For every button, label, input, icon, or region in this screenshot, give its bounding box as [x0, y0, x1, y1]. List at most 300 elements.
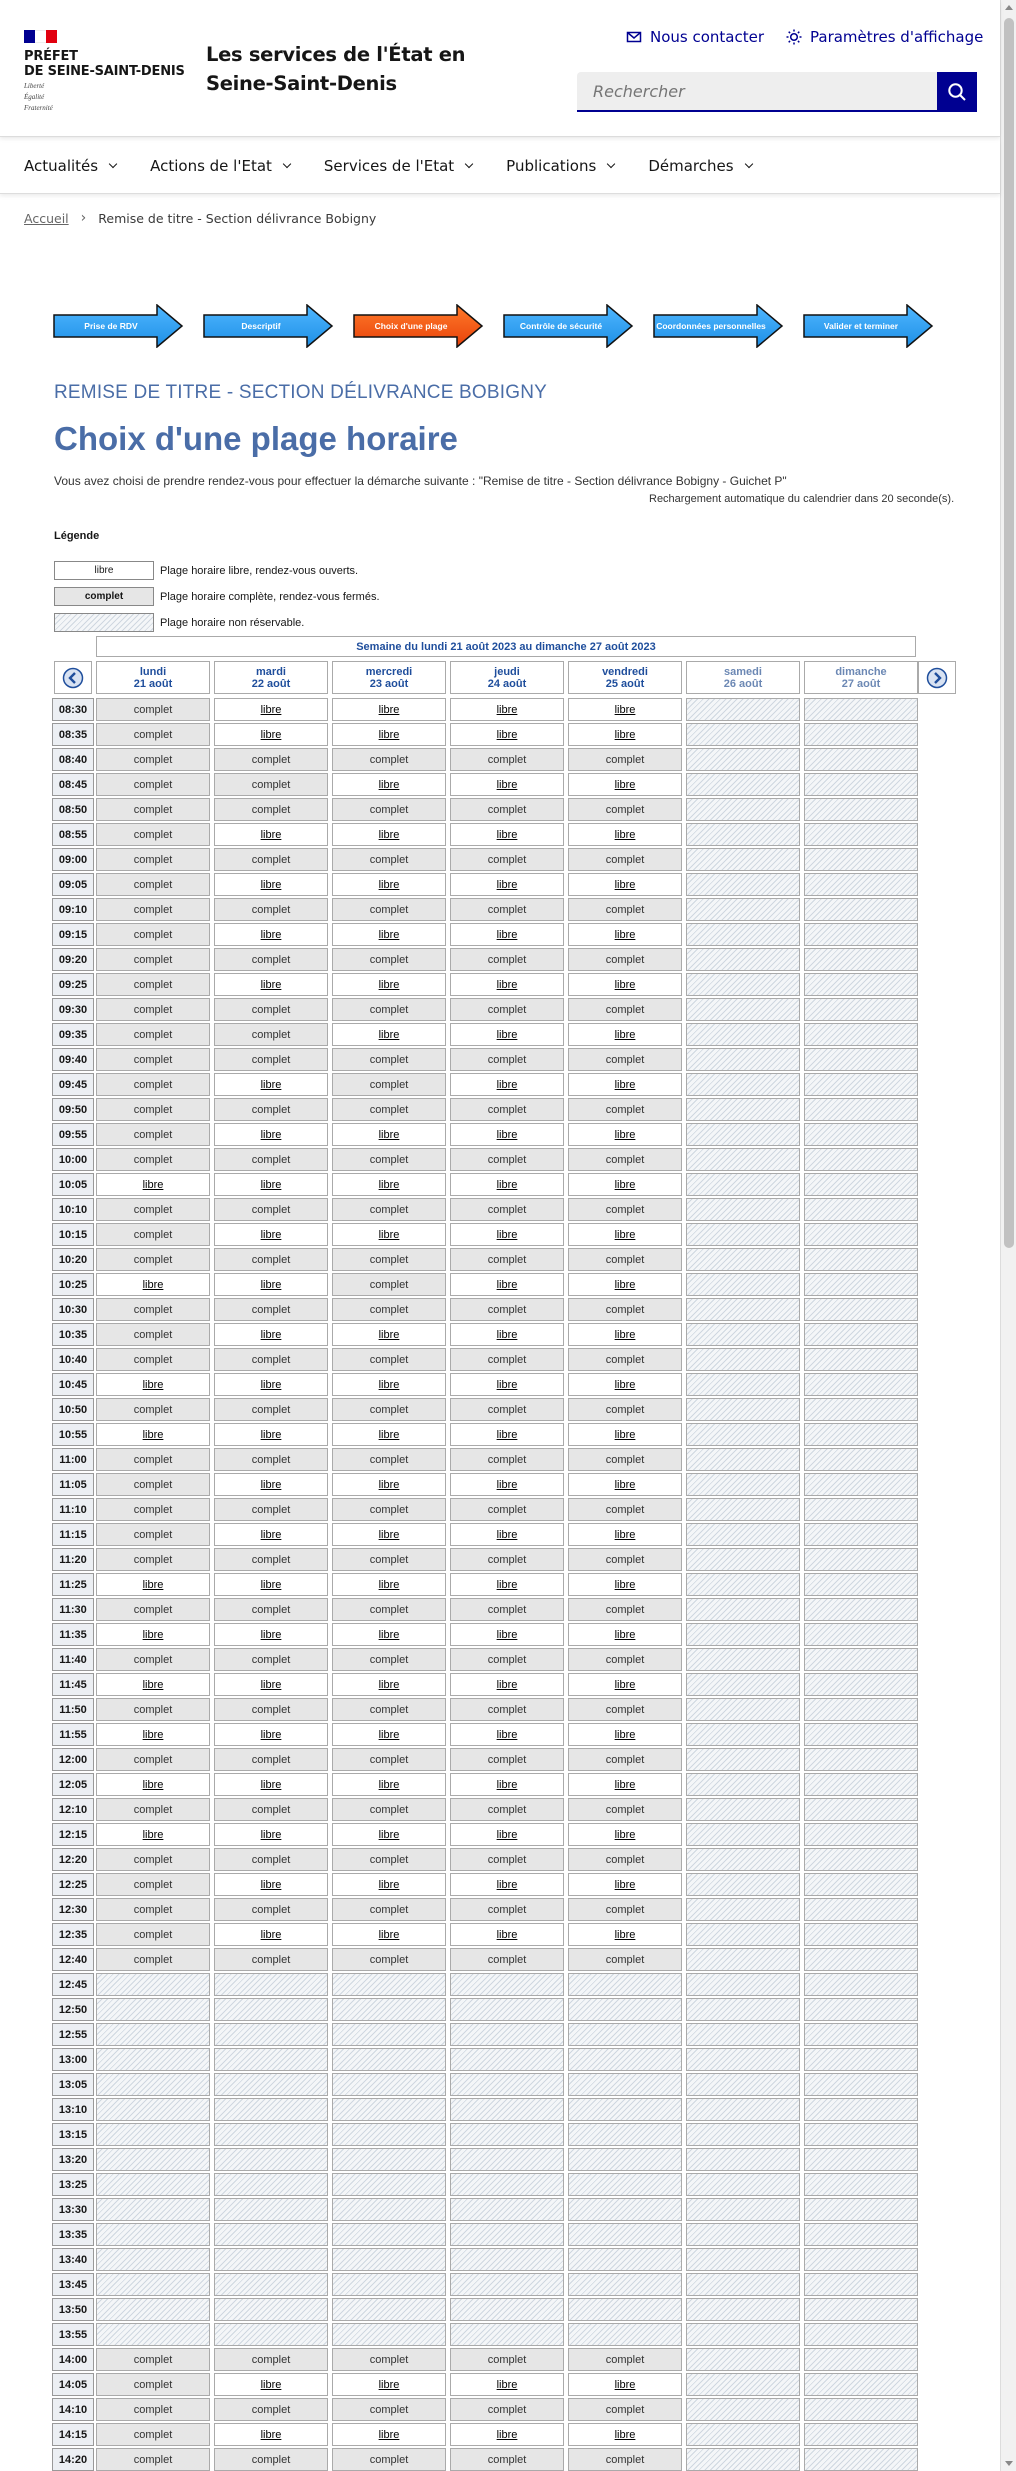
slot-free[interactable] — [214, 1723, 328, 1746]
slot-free[interactable] — [450, 1823, 564, 1846]
slot-free-link[interactable]: libre — [260, 878, 282, 891]
slot-free[interactable] — [214, 1123, 328, 1146]
slot-free-link[interactable]: libre — [496, 1178, 518, 1191]
slot-free[interactable] — [568, 973, 682, 996]
slot-free-link[interactable]: libre — [378, 1128, 400, 1141]
slot-free[interactable] — [568, 1123, 682, 1146]
slot-free-link[interactable]: libre — [614, 2428, 636, 2441]
slot-free-link[interactable]: libre — [614, 1828, 636, 1841]
slot-free-link[interactable]: libre — [614, 928, 636, 941]
slot-free-link[interactable]: libre — [614, 1928, 636, 1941]
slot-unavailable — [804, 873, 918, 896]
slot-free-link[interactable]: libre — [378, 1878, 400, 1891]
nav-actualites[interactable] — [24, 138, 116, 193]
slot-free-link[interactable]: libre — [496, 878, 518, 891]
time-label: 14:05 — [52, 2373, 94, 2396]
slot-free[interactable] — [568, 1423, 682, 1446]
slot-free-link[interactable]: libre — [614, 1428, 636, 1441]
slot-free-link[interactable]: libre — [496, 703, 518, 716]
slot-free[interactable] — [568, 1923, 682, 1946]
slot-free[interactable] — [96, 1273, 210, 1296]
scrollbar-thumb[interactable] — [1004, 18, 1014, 1248]
slot-free[interactable] — [450, 1123, 564, 1146]
slot-free[interactable] — [450, 1073, 564, 1096]
slot-free-link[interactable]: libre — [496, 1628, 518, 1641]
slot-free[interactable] — [568, 1873, 682, 1896]
slot-free-link[interactable]: libre — [496, 928, 518, 941]
slot-unavailable — [804, 1973, 918, 1996]
slot-free[interactable] — [568, 1623, 682, 1646]
slot-free[interactable] — [332, 1523, 446, 1546]
time-label: 12:40 — [52, 1948, 94, 1971]
slot-free-link[interactable]: libre — [378, 1328, 400, 1341]
slot-free[interactable] — [568, 1523, 682, 1546]
slot-free[interactable] — [450, 873, 564, 896]
slot-free[interactable] — [568, 2373, 682, 2396]
slot-free-link[interactable]: libre — [260, 1378, 282, 1391]
slot-free[interactable] — [96, 1773, 210, 1796]
slot-free[interactable] — [96, 1373, 210, 1396]
slot-free-link[interactable]: libre — [378, 1628, 400, 1641]
slot-free[interactable] — [450, 1523, 564, 1546]
site-title[interactable]: Les services de l'État en Seine-Saint-Denis — [206, 43, 466, 95]
slot-free-link[interactable]: libre — [614, 828, 636, 841]
slot-unavailable — [332, 2148, 446, 2171]
slot-free-link[interactable]: libre — [378, 1428, 400, 1441]
slot-free[interactable] — [332, 723, 446, 746]
slot-free-link[interactable]: libre — [378, 2428, 400, 2441]
slot-free-link[interactable]: libre — [260, 728, 282, 741]
day-header-vendredi — [568, 661, 682, 694]
slot-full: complet — [214, 1748, 328, 1771]
breadcrumb-home-link[interactable]: Accueil — [24, 210, 69, 226]
slot-free[interactable] — [332, 973, 446, 996]
slot-free[interactable] — [450, 2423, 564, 2446]
slot-free-link[interactable]: libre — [142, 1828, 164, 1841]
time-label: 08:55 — [52, 823, 94, 846]
slot-free[interactable] — [450, 1723, 564, 1746]
slot-free[interactable] — [214, 1773, 328, 1796]
slot-free-link[interactable]: libre — [260, 828, 282, 841]
slot-free-link[interactable]: libre — [260, 1728, 282, 1741]
slot-free-link[interactable]: libre — [496, 828, 518, 841]
slot-free-link[interactable]: libre — [260, 1128, 282, 1141]
time-label: 14:10 — [52, 2398, 94, 2421]
slot-free[interactable] — [450, 1423, 564, 1446]
slot-free-link[interactable]: libre — [614, 1228, 636, 1241]
slot-free-link[interactable]: libre — [496, 1778, 518, 1791]
slot-free-link[interactable]: libre — [260, 1928, 282, 1941]
slot-free-link[interactable]: libre — [260, 1778, 282, 1791]
slot-free-link[interactable]: libre — [614, 1378, 636, 1391]
slot-free[interactable] — [332, 1023, 446, 1046]
slot-free-link[interactable]: libre — [378, 1228, 400, 1241]
slot-full: complet — [332, 1498, 446, 1521]
slot-free[interactable] — [332, 1773, 446, 1796]
slot-full: complet — [214, 1698, 328, 1721]
slot-free[interactable] — [214, 1673, 328, 1696]
slot-free-link[interactable]: libre — [496, 1428, 518, 1441]
search-button[interactable] — [937, 72, 977, 112]
slot-free-link[interactable]: libre — [260, 1428, 282, 1441]
time-label: 09:30 — [52, 998, 94, 1021]
slot-free[interactable] — [568, 773, 682, 796]
day-date: 24 août — [487, 678, 527, 690]
slot-free[interactable] — [568, 1773, 682, 1796]
slot-free[interactable] — [332, 1823, 446, 1846]
slot-full: complet — [214, 1648, 328, 1671]
slot-free[interactable] — [214, 1823, 328, 1846]
nav-publications[interactable] — [506, 138, 614, 193]
slot-free[interactable] — [214, 1423, 328, 1446]
slot-free[interactable] — [568, 1723, 682, 1746]
slot-unavailable — [686, 723, 800, 746]
slot-free[interactable] — [568, 1073, 682, 1096]
slot-full: complet — [568, 2398, 682, 2421]
slot-unavailable — [804, 1648, 918, 1671]
slot-free-link[interactable]: libre — [496, 1878, 518, 1891]
search-input[interactable] — [577, 72, 937, 112]
slot-free[interactable] — [450, 1623, 564, 1646]
slot-free[interactable] — [214, 1473, 328, 1496]
slot-free[interactable] — [450, 1873, 564, 1896]
slot-free[interactable] — [568, 1323, 682, 1346]
slot-free-link[interactable]: libre — [496, 978, 518, 991]
slot-full: complet — [96, 923, 210, 946]
slot-unavailable — [804, 1248, 918, 1271]
slot-free[interactable] — [214, 1573, 328, 1596]
slot-free-link[interactable]: libre — [496, 1678, 518, 1691]
slot-free[interactable] — [214, 1273, 328, 1296]
slot-free[interactable] — [332, 1673, 446, 1696]
scroll-down-arrow-icon[interactable] — [1005, 2461, 1013, 2466]
slot-free[interactable] — [332, 1873, 446, 1896]
slot-free-link[interactable]: libre — [142, 1678, 164, 1691]
slot-free-link[interactable]: libre — [142, 1178, 164, 1191]
slot-free-link[interactable]: libre — [496, 1478, 518, 1491]
prev-week-button[interactable] — [54, 661, 92, 694]
slot-free[interactable] — [568, 2423, 682, 2446]
slot-free-link[interactable]: libre — [614, 1778, 636, 1791]
next-week-button[interactable] — [918, 661, 956, 694]
slot-free[interactable] — [450, 1323, 564, 1346]
page-scrollbar[interactable] — [1000, 0, 1016, 2471]
slot-free-link[interactable]: libre — [496, 1328, 518, 1341]
slot-free[interactable] — [214, 973, 328, 996]
slot-free-link[interactable]: libre — [260, 978, 282, 991]
slot-free[interactable] — [450, 1923, 564, 1946]
slot-free-link[interactable]: libre — [378, 1578, 400, 1591]
slot-free-link[interactable]: libre — [378, 1028, 400, 1041]
slot-unavailable — [686, 1448, 800, 1471]
slot-free-link[interactable]: libre — [378, 1828, 400, 1841]
slot-free-link[interactable]: libre — [260, 1328, 282, 1341]
slot-unavailable — [686, 698, 800, 721]
day-name: jeudi — [494, 666, 520, 678]
slot-free-link[interactable]: libre — [260, 2428, 282, 2441]
slot-unavailable — [332, 2073, 446, 2096]
slot-free[interactable] — [450, 1223, 564, 1246]
slot-free[interactable] — [332, 1923, 446, 1946]
slot-free[interactable] — [450, 973, 564, 996]
slot-free[interactable] — [568, 1273, 682, 1296]
slot-free-link[interactable]: libre — [496, 2378, 518, 2391]
slot-free[interactable] — [450, 1773, 564, 1796]
slot-free-link[interactable]: libre — [260, 1278, 282, 1291]
slot-free-link[interactable]: libre — [142, 1628, 164, 1641]
slot-free-link[interactable]: libre — [378, 1178, 400, 1191]
slot-free-link[interactable]: libre — [614, 1328, 636, 1341]
slot-free[interactable] — [332, 1123, 446, 1146]
slot-free-link[interactable]: libre — [614, 1878, 636, 1891]
slot-free-link[interactable]: libre — [260, 1628, 282, 1641]
slot-free-link[interactable]: libre — [614, 1728, 636, 1741]
slot-free-link[interactable]: libre — [260, 1678, 282, 1691]
slot-free[interactable] — [568, 1173, 682, 1196]
slot-free[interactable] — [214, 823, 328, 846]
french-flag-icon — [24, 30, 57, 43]
slot-free[interactable] — [450, 1273, 564, 1296]
slot-free-link[interactable]: libre — [614, 1128, 636, 1141]
slot-free[interactable] — [96, 1623, 210, 1646]
slot-free[interactable] — [332, 1423, 446, 1446]
slot-free-link[interactable]: libre — [496, 1828, 518, 1841]
slot-free[interactable] — [568, 1673, 682, 1696]
slot-free-link[interactable]: libre — [378, 728, 400, 741]
slot-free[interactable] — [450, 723, 564, 746]
slot-free[interactable] — [332, 1573, 446, 1596]
contact-link[interactable] — [626, 28, 764, 46]
slot-free-link[interactable]: libre — [378, 703, 400, 716]
slot-free[interactable] — [450, 1573, 564, 1596]
slot-unavailable — [804, 1923, 918, 1946]
slot-free-link[interactable]: libre — [378, 778, 400, 791]
slot-free-link[interactable]: libre — [142, 1778, 164, 1791]
slot-free[interactable] — [332, 2423, 446, 2446]
slot-free-link[interactable]: libre — [614, 1028, 636, 1041]
slot-free-link[interactable]: libre — [496, 778, 518, 791]
slot-free[interactable] — [332, 873, 446, 896]
slot-free[interactable] — [214, 1073, 328, 1096]
slot-free[interactable] — [450, 1373, 564, 1396]
slot-free[interactable] — [332, 923, 446, 946]
slot-free-link[interactable]: libre — [614, 1278, 636, 1291]
slot-free[interactable] — [568, 873, 682, 896]
slot-free[interactable] — [568, 1573, 682, 1596]
slot-full: complet — [96, 2348, 210, 2371]
slot-free[interactable] — [332, 2373, 446, 2396]
slot-free-link[interactable]: libre — [260, 1828, 282, 1841]
slot-full: complet — [214, 1498, 328, 1521]
slot-free[interactable] — [450, 698, 564, 721]
slot-free-link[interactable]: libre — [142, 1728, 164, 1741]
display-settings-link[interactable] — [786, 28, 983, 46]
slot-free[interactable] — [450, 773, 564, 796]
slot-free[interactable] — [96, 1673, 210, 1696]
slot-free-link[interactable]: libre — [260, 1878, 282, 1891]
slot-free-link[interactable]: libre — [614, 2378, 636, 2391]
slot-free[interactable] — [568, 923, 682, 946]
slot-full: complet — [568, 2348, 682, 2371]
slot-free[interactable] — [214, 723, 328, 746]
slot-free[interactable] — [568, 1823, 682, 1846]
slot-free[interactable] — [568, 1223, 682, 1246]
slot-full: complet — [96, 698, 210, 721]
slot-free-link[interactable]: libre — [496, 1228, 518, 1241]
slot-free[interactable] — [96, 1173, 210, 1196]
slot-free-link[interactable]: libre — [378, 1678, 400, 1691]
slot-unavailable — [804, 1848, 918, 1871]
slot-full: complet — [568, 1948, 682, 1971]
slot-free-link[interactable]: libre — [496, 1078, 518, 1091]
slot-free-link[interactable]: libre — [260, 1078, 282, 1091]
slot-free-link[interactable]: libre — [496, 728, 518, 741]
slot-free-link[interactable]: libre — [496, 1928, 518, 1941]
slot-free[interactable] — [450, 1473, 564, 1496]
slot-free[interactable] — [214, 698, 328, 721]
slot-free[interactable] — [450, 823, 564, 846]
nav-demarches[interactable] — [648, 138, 751, 193]
slot-free-link[interactable]: libre — [142, 1378, 164, 1391]
time-label: 10:10 — [52, 1198, 94, 1221]
slot-full: complet — [332, 1398, 446, 1421]
slot-free[interactable] — [450, 1173, 564, 1196]
slot-unavailable — [686, 1173, 800, 1196]
nav-actions-etat[interactable] — [150, 138, 290, 193]
slot-free-link[interactable]: libre — [496, 1278, 518, 1291]
slot-free[interactable] — [332, 1173, 446, 1196]
slot-free[interactable] — [96, 1423, 210, 1446]
slot-free-link[interactable]: libre — [260, 2378, 282, 2391]
slot-free-link[interactable]: libre — [614, 1478, 636, 1491]
slot-free-link[interactable]: libre — [378, 1478, 400, 1491]
slot-unavailable — [686, 1598, 800, 1621]
slot-free[interactable] — [450, 923, 564, 946]
time-label: 12:05 — [52, 1773, 94, 1796]
slot-free-link[interactable]: libre — [260, 1578, 282, 1591]
slot-free[interactable] — [214, 1523, 328, 1546]
slot-free-link[interactable]: libre — [260, 1528, 282, 1541]
slot-free[interactable] — [568, 1373, 682, 1396]
slot-free-link[interactable]: libre — [496, 1128, 518, 1141]
slot-free[interactable] — [214, 923, 328, 946]
slot-free[interactable] — [214, 1223, 328, 1246]
slot-free[interactable] — [332, 1223, 446, 1246]
slot-free[interactable] — [332, 1323, 446, 1346]
slot-free-link[interactable]: libre — [378, 1728, 400, 1741]
nav-services-etat[interactable] — [324, 138, 472, 193]
slot-free[interactable] — [214, 873, 328, 896]
slot-free[interactable] — [214, 2423, 328, 2446]
prefecture-logo[interactable] — [24, 30, 185, 112]
slot-free-link[interactable]: libre — [142, 1428, 164, 1441]
slot-free-link[interactable]: libre — [496, 2428, 518, 2441]
slot-free-link[interactable]: libre — [614, 703, 636, 716]
slot-free-link[interactable]: libre — [378, 928, 400, 941]
slot-free-link[interactable]: libre — [614, 1528, 636, 1541]
slot-free[interactable] — [214, 1373, 328, 1396]
slot-free[interactable] — [332, 1723, 446, 1746]
slot-free[interactable] — [96, 1573, 210, 1596]
chevron-down-icon — [607, 159, 615, 167]
slot-free-link[interactable]: libre — [378, 1378, 400, 1391]
slot-free-link[interactable]: libre — [496, 1028, 518, 1041]
slot-free-link[interactable]: libre — [142, 1578, 164, 1591]
slot-unavailable — [804, 773, 918, 796]
slot-free-link[interactable]: libre — [496, 1528, 518, 1541]
slot-free[interactable] — [568, 723, 682, 746]
slot-free-link[interactable]: libre — [378, 1778, 400, 1791]
slot-free-link[interactable]: libre — [260, 928, 282, 941]
slot-free-link[interactable]: libre — [614, 1678, 636, 1691]
slot-free-link[interactable]: libre — [378, 1928, 400, 1941]
slot-free-link[interactable]: libre — [614, 1178, 636, 1191]
slot-free-link[interactable]: libre — [378, 878, 400, 891]
time-label: 14:00 — [52, 2348, 94, 2371]
slot-free[interactable] — [332, 773, 446, 796]
slot-free[interactable] — [332, 1623, 446, 1646]
slot-free-link[interactable]: libre — [378, 2378, 400, 2391]
slot-free[interactable] — [214, 1923, 328, 1946]
slot-free-link[interactable]: libre — [142, 1278, 164, 1291]
slot-free[interactable] — [96, 1823, 210, 1846]
slot-free[interactable] — [214, 1623, 328, 1646]
slot-free[interactable] — [568, 823, 682, 846]
day-name: mercredi — [365, 666, 413, 678]
slot-free[interactable] — [450, 1023, 564, 1046]
slot-free-link[interactable]: libre — [614, 1578, 636, 1591]
slot-free[interactable] — [568, 1473, 682, 1496]
day-name: vendredi — [602, 666, 648, 678]
slot-free-link[interactable]: libre — [614, 1078, 636, 1091]
scroll-up-arrow-icon[interactable] — [1005, 5, 1013, 10]
slot-free[interactable] — [96, 1723, 210, 1746]
slot-free-link[interactable]: libre — [260, 1178, 282, 1191]
slot-free[interactable] — [332, 1373, 446, 1396]
slot-free[interactable] — [568, 698, 682, 721]
slot-free[interactable] — [332, 823, 446, 846]
slot-free-link[interactable]: libre — [378, 978, 400, 991]
slot-free-link[interactable]: libre — [378, 1528, 400, 1541]
slot-free[interactable] — [332, 1473, 446, 1496]
slot-free[interactable] — [214, 1873, 328, 1896]
slot-free[interactable] — [214, 2373, 328, 2396]
slot-free[interactable] — [214, 1323, 328, 1346]
slot-unavailable — [96, 2023, 210, 2046]
slot-free-link[interactable]: libre — [496, 1378, 518, 1391]
slot-free[interactable] — [214, 1173, 328, 1196]
slot-unavailable — [96, 2273, 210, 2296]
slot-free[interactable] — [450, 2373, 564, 2396]
slot-free-link[interactable]: libre — [260, 1478, 282, 1491]
slot-free[interactable] — [568, 1023, 682, 1046]
slot-free-link[interactable]: libre — [614, 728, 636, 741]
slot-free-link[interactable]: libre — [496, 1578, 518, 1591]
slot-free-link[interactable]: libre — [614, 978, 636, 991]
slot-unavailable — [450, 2323, 564, 2346]
slot-free[interactable] — [332, 698, 446, 721]
slot-free-link[interactable]: libre — [614, 1628, 636, 1641]
slot-free-link[interactable]: libre — [614, 878, 636, 891]
slot-free-link[interactable]: libre — [260, 1228, 282, 1241]
slot-free-link[interactable]: libre — [496, 1728, 518, 1741]
slot-free-link[interactable]: libre — [614, 778, 636, 791]
slot-unavailable — [804, 1948, 918, 1971]
slot-free[interactable] — [450, 1673, 564, 1696]
slot-free-link[interactable]: libre — [378, 828, 400, 841]
slot-free-link[interactable]: libre — [260, 703, 282, 716]
legend-free-box: libre — [54, 561, 154, 580]
